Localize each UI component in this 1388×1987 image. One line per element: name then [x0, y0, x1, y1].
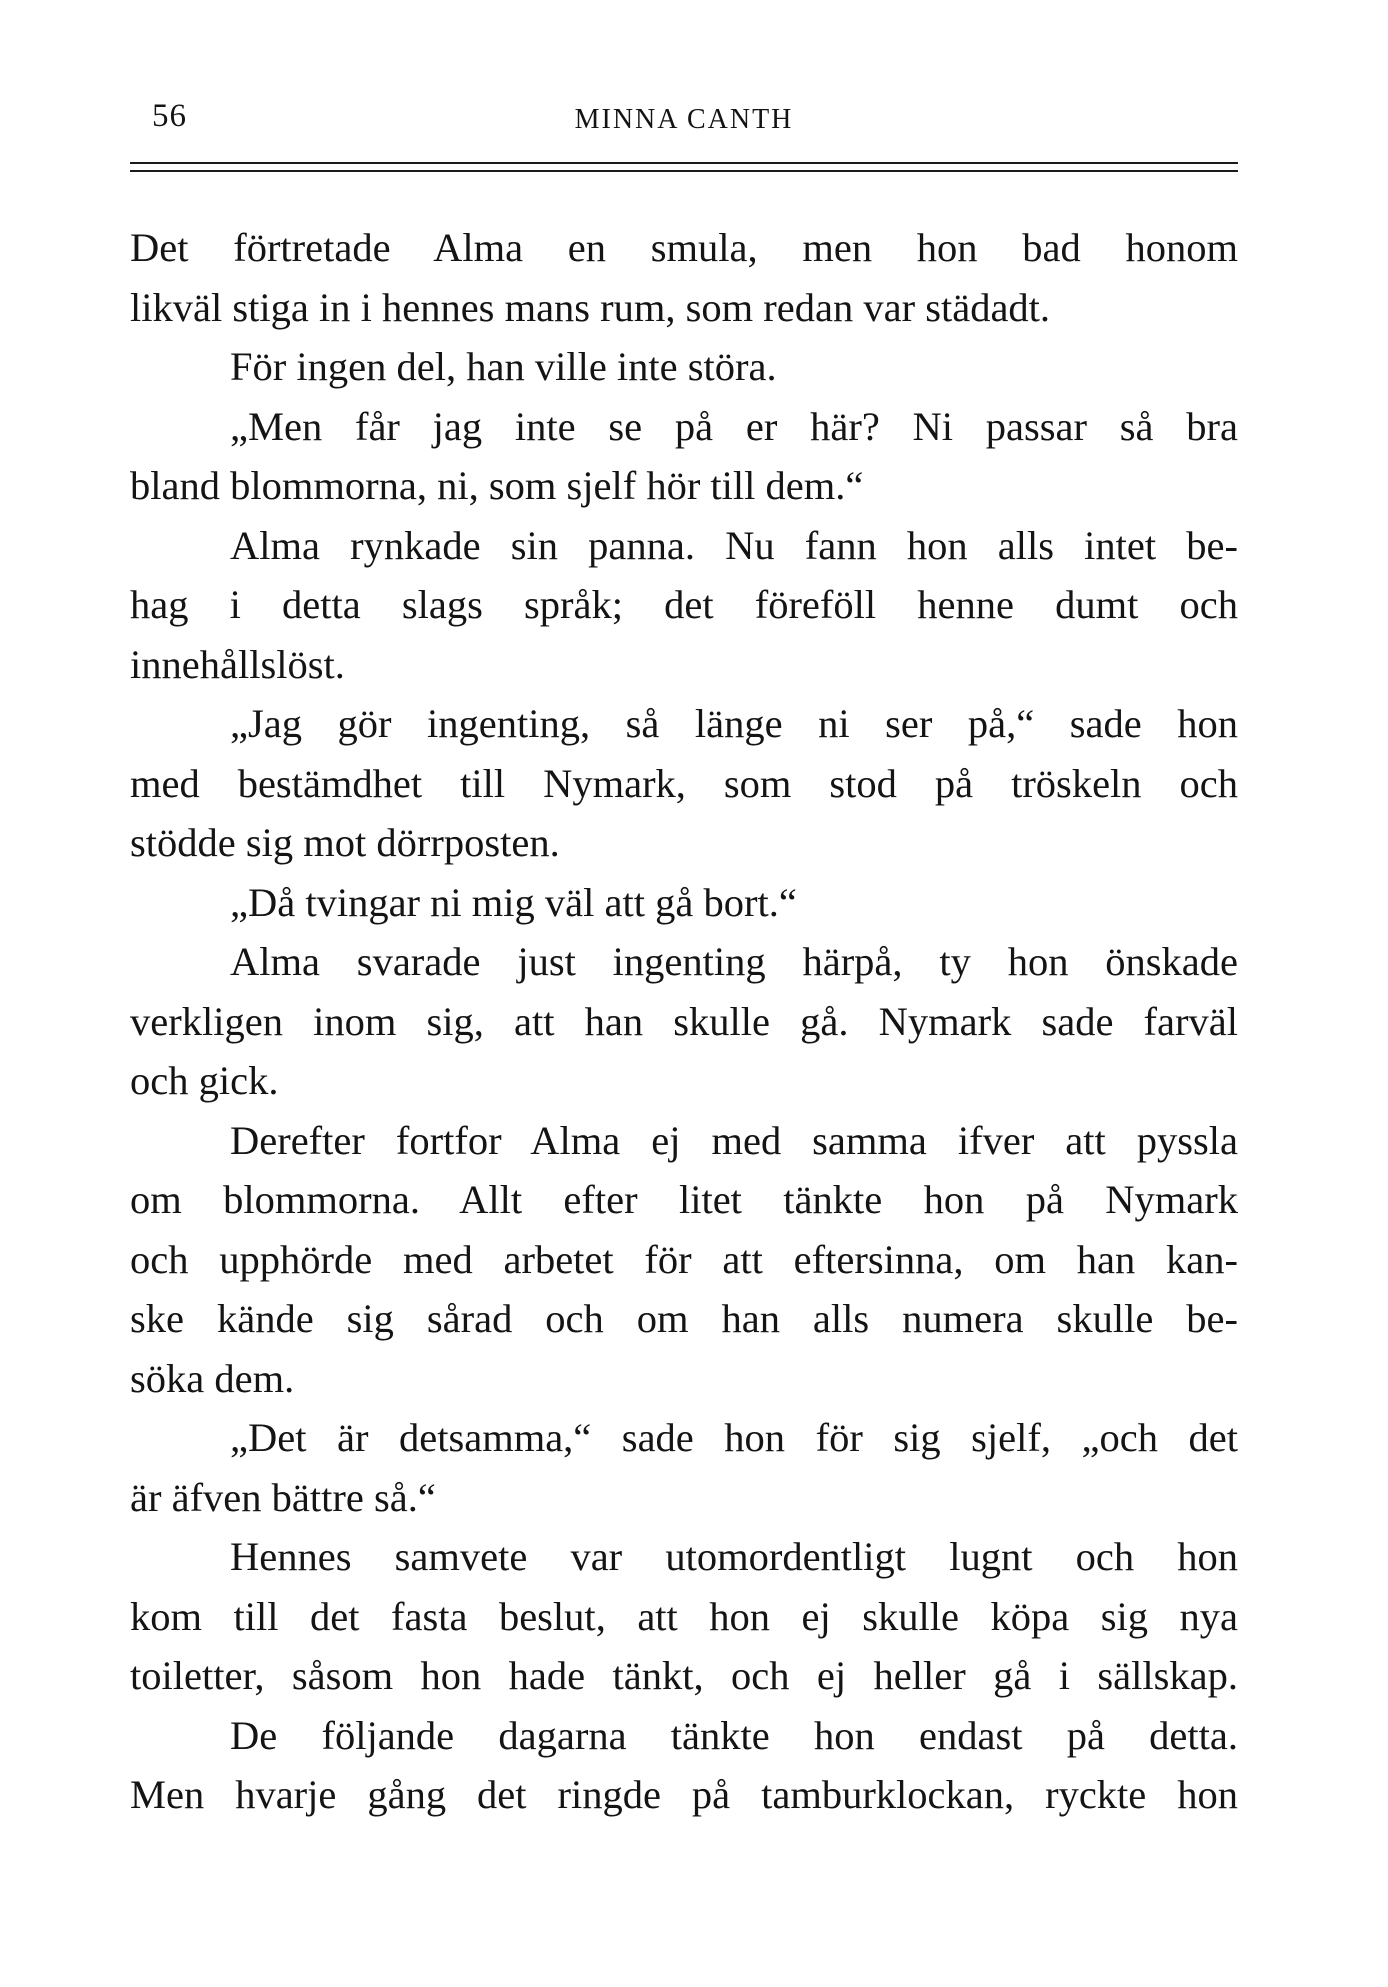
text-line: och upphörde med arbetet för att eftersinna, om han kan-	[130, 1236, 1238, 1282]
text-line: bland blommorna, ni, som sjelf hör till dem.“	[130, 463, 864, 508]
text-line: och gick.	[130, 1058, 279, 1103]
text-line: „Men får jag inte se på er här? Ni passar så bra	[230, 403, 1238, 449]
header-rule-top	[130, 162, 1238, 164]
text-line: Men hvarje gång det ringde på tamburklockan, ryckte hon	[130, 1772, 1238, 1817]
page-number: 56	[152, 98, 187, 134]
running-head	[130, 98, 1238, 148]
text-line: Alma rynkade sin panna. Nu fann hon alls intet be-	[230, 522, 1238, 568]
text-line: „Då tvingar ni mig väl att gå bort.“	[230, 879, 797, 925]
text-line: om blommorna. Allt efter litet tänkte hon på Nymark	[130, 1177, 1238, 1222]
text-line: söka dem.	[130, 1355, 295, 1401]
text-line: med bestämdhet till Nymark, som stod på tröskeln och	[130, 760, 1238, 806]
text-line: Derefter fortfor Alma ej med samma ifver att pyssla	[230, 1117, 1238, 1163]
text-line: För ingen del, han ville inte störa.	[230, 344, 777, 389]
body-text	[130, 218, 1238, 1825]
text-line: De följande dagarna tänkte hon endast på detta.	[230, 1712, 1238, 1758]
text-line: ske kände sig sårad och om han alls numera skulle be-	[130, 1296, 1238, 1341]
text-line: är äfven bättre så.“	[130, 1474, 436, 1520]
text-line: verkligen inom sig, att han skulle gå. Nymark sade farväl	[130, 998, 1238, 1044]
book-title: MINNA CANTH	[574, 104, 794, 135]
header-rule-bottom	[130, 170, 1238, 172]
text-line: Alma svarade just ingenting härpå, ty hon önskade	[230, 939, 1238, 984]
text-line: innehållslöst.	[130, 641, 345, 687]
text-line: Hennes samvete var utomordentligt lugnt och hon	[230, 1534, 1238, 1579]
text-line: stödde sig mot dörrposten.	[130, 820, 560, 865]
text-line: kom till det fasta beslut, att hon ej skulle köpa sig nya	[130, 1593, 1238, 1639]
text-line: toiletter, såsom hon hade tänkt, och ej heller gå i sällskap.	[130, 1653, 1238, 1698]
text-line: likväl stiga in i hennes mans rum, som redan var städadt.	[130, 284, 1051, 330]
text-line: „Jag gör ingenting, så länge ni ser på,“ sade hon	[230, 701, 1238, 746]
text-line: Det förtretade Alma en smula, men hon bad honom	[130, 225, 1238, 270]
text-line: „Det är detsamma,“ sade hon för sig sjelf, „och det	[230, 1415, 1238, 1460]
text-line: hag i detta slags språk; det föreföll henne dumt och	[130, 582, 1238, 627]
